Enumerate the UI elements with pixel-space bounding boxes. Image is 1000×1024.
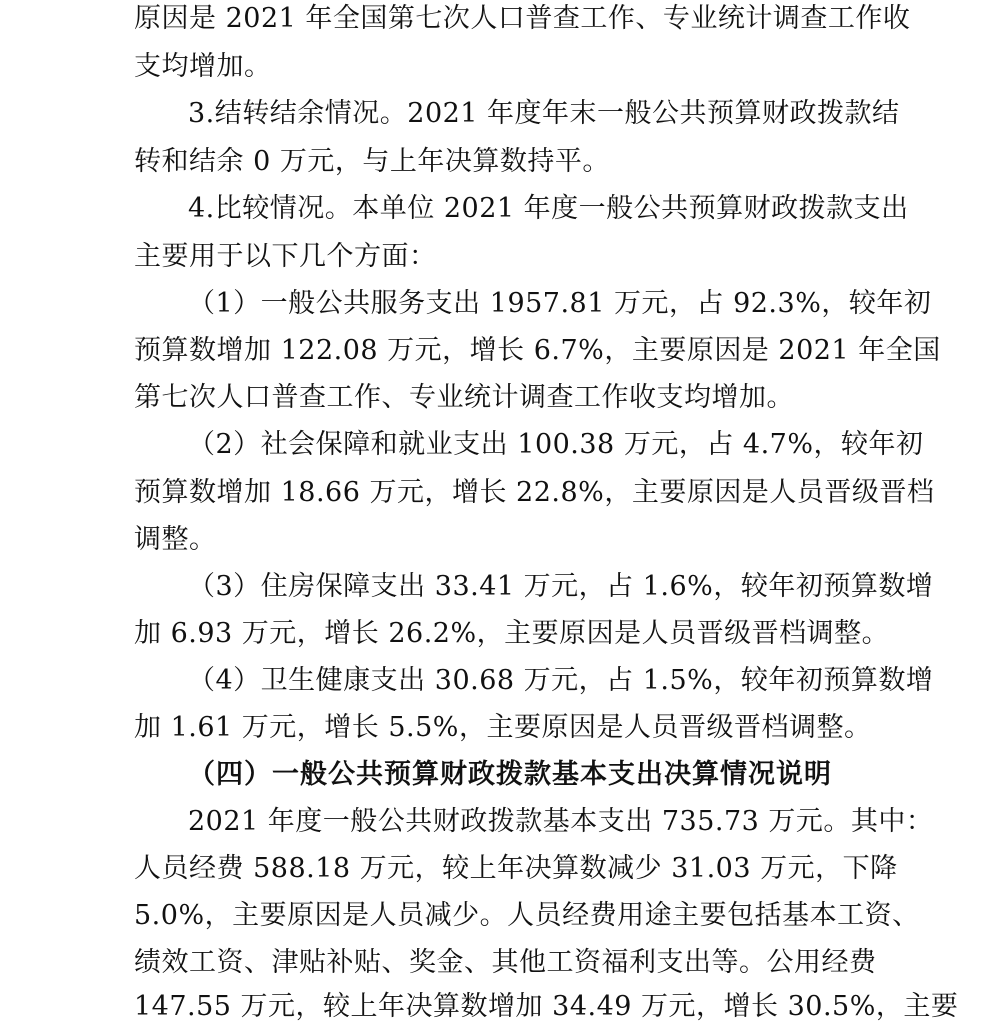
text-line: 3.结转结余情况。2021 年度年末一般公共预算财政拨款结 bbox=[188, 98, 900, 129]
text-line: 147.55 万元，较上年决算数增加 34.49 万元，增长 30.5%，主要 bbox=[134, 991, 959, 1022]
text-line: 转和结余 0 万元，与上年决算数持平。 bbox=[134, 146, 610, 177]
text-line: 2021 年度一般公共财政拨款基本支出 735.73 万元。其中： bbox=[188, 806, 934, 837]
text-line: 4.比较情况。本单位 2021 年度一般公共预算财政拨款支出 bbox=[188, 193, 909, 224]
text-line: 人员经费 588.18 万元，较上年决算数减少 31.03 万元，下降 bbox=[134, 853, 898, 884]
text-line: 5.0%，主要原因是人员减少。人员经费用途主要包括基本工资、 bbox=[134, 900, 920, 931]
text-line: （1）一般公共服务支出 1957.81 万元，占 92.3%，较年初 bbox=[188, 288, 932, 319]
text-line: 预算数增加 18.66 万元，增长 22.8%，主要原因是人员晋级晋档 bbox=[134, 477, 935, 508]
text-line: 支均增加。 bbox=[134, 51, 272, 82]
text-line: 主要用于以下几个方面： bbox=[134, 241, 437, 272]
text-line: 加 1.61 万元，增长 5.5%，主要原因是人员晋级晋档调整。 bbox=[134, 712, 872, 743]
text-line: 预算数增加 122.08 万元，增长 6.7%，主要原因是 2021 年全国 bbox=[134, 335, 941, 366]
text-line: 绩效工资、津贴补贴、奖金、其他工资福利支出等。公用经费 bbox=[134, 947, 877, 978]
section-heading: （四）一般公共预算财政拨款基本支出决算情况说明 bbox=[188, 759, 832, 790]
text-line: （3）住房保障支出 33.41 万元，占 1.6%，较年初预算数增 bbox=[188, 571, 934, 602]
text-line: 原因是 2021 年全国第七次人口普查工作、专业统计调查工作收 bbox=[134, 3, 911, 34]
text-line: （4）卫生健康支出 30.68 万元，占 1.5%，较年初预算数增 bbox=[188, 665, 934, 696]
text-line: 调整。 bbox=[134, 524, 217, 555]
text-line: 加 6.93 万元，增长 26.2%，主要原因是人员晋级晋档调整。 bbox=[134, 618, 890, 649]
text-line: （2）社会保障和就业支出 100.38 万元，占 4.7%，较年初 bbox=[188, 429, 924, 460]
text-line: 第七次人口普查工作、专业统计调查工作收支均增加。 bbox=[134, 382, 794, 413]
